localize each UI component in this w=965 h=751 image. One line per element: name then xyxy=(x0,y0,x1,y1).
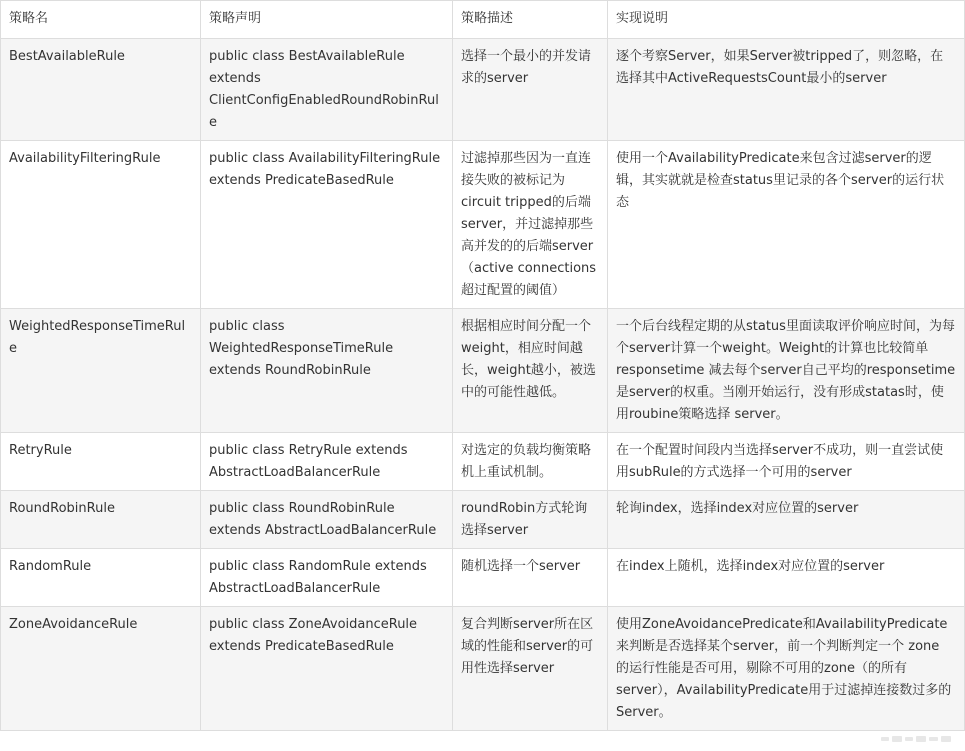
cell-strategy-description: 随机选择一个server xyxy=(453,549,608,607)
cell-strategy-declaration: public class AvailabilityFilteringRule extends PredicateBasedRule xyxy=(201,141,453,309)
cell-strategy-name: RoundRobinRule xyxy=(1,491,201,549)
table-row xyxy=(1,309,965,433)
header-row xyxy=(1,1,965,39)
cell-strategy-declaration: public class RandomRule extends AbstractLoadBalancerRule xyxy=(201,549,453,607)
cell-strategy-description: roundRobin方式轮询选择server xyxy=(453,491,608,549)
table-row xyxy=(1,549,965,607)
cell-strategy-description: 复合判断server所在区域的性能和server的可用性选择server xyxy=(453,607,608,731)
table-row xyxy=(1,491,965,549)
table-row xyxy=(1,607,965,731)
cell-strategy-description: 选择一个最小的并发请求的server xyxy=(453,39,608,141)
table-row xyxy=(1,141,965,309)
cell-implementation-notes: 在一个配置时间段内当选择server不成功，则一直尝试使用subRule的方式选择一个可用的server xyxy=(608,433,965,491)
header-strategy-declaration: 策略声明 xyxy=(201,1,453,39)
cell-strategy-description: 过滤掉那些因为一直连接失败的被标记为circuit tripped的后端server，并过滤掉那些高并发的的后端server（active connections 超过配置的阈值） xyxy=(453,141,608,309)
cell-implementation-notes: 轮询index，选择index对应位置的server xyxy=(608,491,965,549)
table-row xyxy=(1,39,965,141)
cell-strategy-name: ZoneAvoidanceRule xyxy=(1,607,201,731)
cell-strategy-name: BestAvailableRule xyxy=(1,39,201,141)
cell-implementation-notes: 在index上随机，选择index对应位置的server xyxy=(608,549,965,607)
cell-strategy-description: 根据相应时间分配一个weight，相应时间越长，weight越小，被选中的可能性越低。 xyxy=(453,309,608,433)
cell-strategy-name: RetryRule xyxy=(1,433,201,491)
cell-strategy-declaration: public class BestAvailableRule extends ClientConfigEnabledRoundRobinRule xyxy=(201,39,453,141)
cell-implementation-notes: 使用一个AvailabilityPredicate来包含过滤server的逻辑，其实就就是检查status里记录的各个server的运行状态 xyxy=(608,141,965,309)
cell-strategy-declaration: public class WeightedResponseTimeRule extends RoundRobinRule xyxy=(201,309,453,433)
cell-implementation-notes: 一个后台线程定期的从status里面读取评价响应时间，为每个server计算一个weight。Weight的计算也比较简单responsetime 减去每个server自己平均的responsetime是server的权重。当刚开始运行，没有形成statas时，使用roubine策略选择 server。 xyxy=(608,309,965,433)
table-body xyxy=(1,39,965,731)
cell-strategy-name: WeightedResponseTimeRule xyxy=(1,309,201,433)
cell-strategy-declaration: public class ZoneAvoidanceRule extends PredicateBasedRule xyxy=(201,607,453,731)
cell-strategy-declaration: public class RetryRule extends AbstractLoadBalancerRule xyxy=(201,433,453,491)
cell-strategy-name: RandomRule xyxy=(1,549,201,607)
header-strategy-name: 策略名 xyxy=(1,1,201,39)
table-header xyxy=(1,1,965,39)
cell-strategy-description: 对选定的负载均衡策略机上重试机制。 xyxy=(453,433,608,491)
cell-strategy-declaration: public class RoundRobinRule extends AbstractLoadBalancerRule xyxy=(201,491,453,549)
cell-implementation-notes: 使用ZoneAvoidancePredicate和AvailabilityPredicate来判断是否选择某个server，前一个判断判定一个 zone 的运行性能是否可用，剔除不可用的zone（的所有server），AvailabilityPredicate用于过滤掉连接数过多的 Server。 xyxy=(608,607,965,731)
header-implementation-notes: 实现说明 xyxy=(608,1,965,39)
watermark xyxy=(881,733,951,745)
cell-implementation-notes: 逐个考察Server，如果Server被tripped了，则忽略，在选择其中ActiveRequestsCount最小的server xyxy=(608,39,965,141)
header-strategy-description: 策略描述 xyxy=(453,1,608,39)
cell-strategy-name: AvailabilityFilteringRule xyxy=(1,141,201,309)
table-row xyxy=(1,433,965,491)
